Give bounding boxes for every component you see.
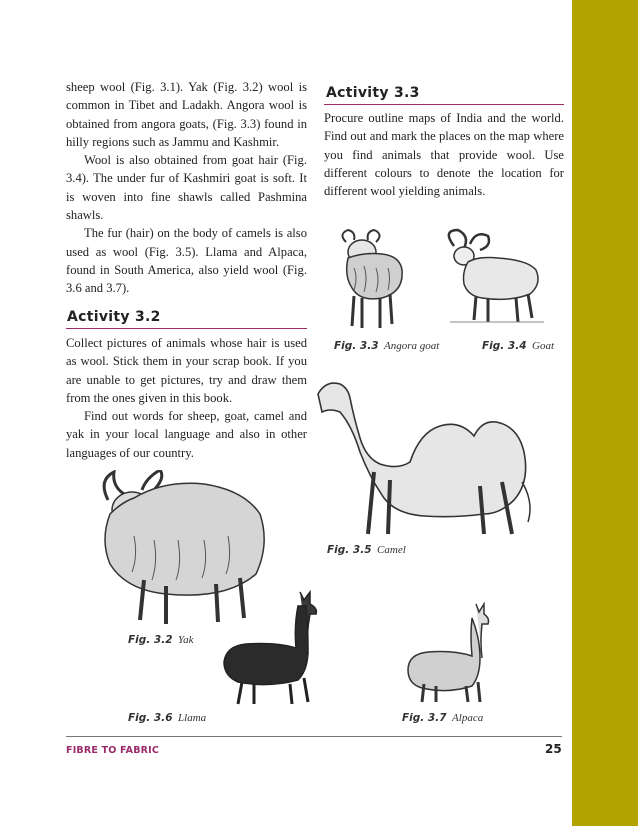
camel-illustration xyxy=(312,362,562,540)
activity-3-3-title: Activity 3.3 xyxy=(326,85,420,101)
activity-3-2-text xyxy=(66,334,307,462)
caption-fig-3-3-label: Angora goat xyxy=(384,340,440,352)
caption-fig-3-3 xyxy=(334,340,439,352)
caption-fig-3-4-label: Goat xyxy=(532,340,555,352)
caption-fig-3-2 xyxy=(128,634,194,646)
activity-3-3-text xyxy=(324,109,564,200)
caption-fig-3-3-number: Fig. 3.3 xyxy=(334,340,379,352)
caption-fig-3-7-label: Alpaca xyxy=(452,712,484,724)
activity-3-2-paragraph-1: Collect pictures of animals whose hair is used as wool. Stick them in your scrap book. If you are unable to get pictures, try and draw them from the ones given in this book. xyxy=(66,336,307,405)
page-side-band xyxy=(572,0,638,826)
caption-fig-3-6-label: Llama xyxy=(178,712,207,724)
footer-rule xyxy=(66,736,562,737)
caption-fig-3-2-number: Fig. 3.2 xyxy=(128,634,173,646)
activity-3-2-title: Activity 3.2 xyxy=(67,309,161,325)
caption-fig-3-7 xyxy=(402,712,483,724)
caption-fig-3-5-number: Fig. 3.5 xyxy=(327,544,372,556)
activity-3-3-rule xyxy=(324,104,564,105)
caption-fig-3-2-label: Yak xyxy=(178,634,194,646)
caption-fig-3-4 xyxy=(482,340,554,352)
alpaca-illustration xyxy=(404,602,504,704)
caption-fig-3-6-number: Fig. 3.6 xyxy=(128,712,173,724)
footer-book-title: FIBRE TO FABRIC xyxy=(66,745,160,756)
caption-fig-3-6 xyxy=(128,712,206,724)
left-column-text xyxy=(66,78,307,298)
paragraph-wool-sources: sheep wool (Fig. 3.1). Yak (Fig. 3.2) wool is common in Tibet and Ladakh. Angora wool is obtained from angora goats, (Fig. 3.3) found in hilly regions such as Jammu and Kashmir. xyxy=(66,80,307,149)
activity-3-3-paragraph: Procure outline maps of India and the world. Find out and mark the places on the map where you find animals that provide wool. Use different colours to denote the location for different wool yielding animals. xyxy=(324,111,564,199)
caption-fig-3-5 xyxy=(327,544,406,556)
caption-fig-3-7-number: Fig. 3.7 xyxy=(402,712,447,724)
paragraph-goat-hair: Wool is also obtained from goat hair (Fig. 3.4). The under fur of Kashmiri goat is soft. It is woven into fine shawls called Pashmina shawls. xyxy=(66,153,307,223)
goat-illustration xyxy=(440,228,550,328)
activity-3-2-rule xyxy=(66,328,307,329)
paragraph-camel-llama: The fur (hair) on the body of camels is also used as wool (Fig. 3.5). Llama and Alpaca, found in South America, also yield wool (Fig. 3.6 and 3.7). xyxy=(66,226,307,296)
page-number: 25 xyxy=(545,742,562,756)
llama-illustration xyxy=(220,588,340,706)
angora-goat-illustration xyxy=(332,228,412,334)
caption-fig-3-4-number: Fig. 3.4 xyxy=(482,340,527,352)
caption-fig-3-5-label: Camel xyxy=(377,544,406,556)
activity-3-2-paragraph-2: Find out words for sheep, goat, camel and yak in your local language and also in other languages of our country. xyxy=(66,409,307,460)
